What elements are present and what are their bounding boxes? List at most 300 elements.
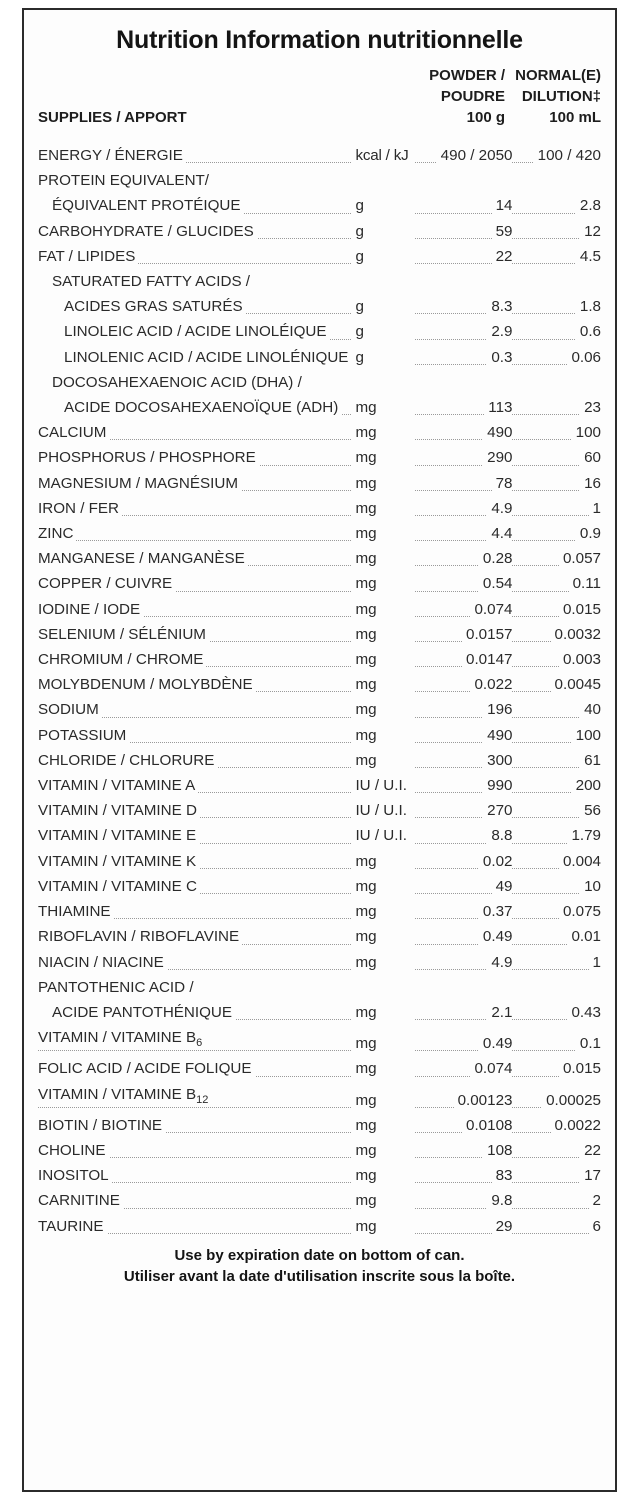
- nutrient-label: THIAMINE: [38, 903, 114, 920]
- value-powder-text: 83: [492, 1167, 513, 1184]
- nutrient-label: PANTOTHENIC ACID /: [38, 979, 197, 996]
- value-normal-dilution: [512, 521, 601, 546]
- value-powder: [415, 950, 512, 975]
- column-header-powder-line3: 100 g: [466, 109, 505, 126]
- nutrient-unit: mg: [355, 751, 377, 769]
- nutrient-unit: g: [355, 247, 364, 265]
- nutrient-name: [38, 395, 351, 420]
- value-powder-text: 490: [483, 424, 512, 441]
- value-powder: [415, 823, 512, 848]
- nutrient-name: [38, 1188, 351, 1213]
- value-normal-text: 100: [572, 424, 601, 441]
- value-normal-text: 2.8: [576, 197, 601, 214]
- value-powder-text: 0.074: [470, 601, 512, 618]
- value-normal-text: 0.9: [576, 525, 601, 542]
- nutrient-name: [38, 420, 351, 445]
- value-normal-dilution: [512, 723, 601, 748]
- footer-line-en: Use by expiration date on bottom of can.: [174, 1246, 465, 1264]
- nutrient-label: SELENIUM / SÉLÉNIUM: [38, 626, 209, 643]
- value-normal-dilution: [512, 647, 601, 672]
- value-normal-dilution: [512, 345, 601, 370]
- table-row: [38, 1082, 601, 1113]
- nutrient-label: CARBOHYDRATE / GLUCIDES: [38, 223, 257, 240]
- nutrient-unit: [351, 370, 415, 395]
- value-powder-text: 0.49: [479, 928, 513, 945]
- dot-leader: [38, 1107, 351, 1108]
- value-normal-text: 56: [580, 802, 601, 819]
- nutrient-label: COPPER / CUIVRE: [38, 575, 175, 592]
- nutrient-unit: g: [355, 348, 364, 366]
- value-powder-text: [508, 273, 512, 290]
- value-normal-dilution: [512, 1214, 601, 1239]
- nutrient-unit: [351, 168, 415, 193]
- nutrient-unit: mg: [355, 726, 377, 744]
- nutrient-unit: mg: [355, 1141, 377, 1159]
- nutrient-label: PROTEIN EQUIVALENT/: [38, 172, 212, 189]
- nutrient-name: [38, 975, 351, 1000]
- footer-line-fr: Utiliser avant la date d'utilisation inscrite sous la boîte.: [123, 1267, 516, 1285]
- nutrient-name: [38, 1113, 351, 1138]
- value-normal-text: 60: [580, 449, 601, 466]
- value-powder: [415, 571, 512, 596]
- table-row: [38, 1113, 601, 1138]
- nutrient-name: [38, 672, 351, 697]
- nutrient-label: ACIDE PANTOTHÉNIQUE: [38, 1004, 235, 1021]
- nutrient-name: [38, 899, 351, 924]
- table-row: [38, 1214, 601, 1239]
- table-row: [38, 1000, 601, 1025]
- table-row: [38, 874, 601, 899]
- value-normal-text: 23: [580, 399, 601, 416]
- page-title: Nutrition Information nutritionnelle: [116, 26, 523, 54]
- value-normal-dilution: [512, 1113, 601, 1138]
- nutrient-label: TAURINE: [38, 1218, 107, 1235]
- nutrient-name: [38, 950, 351, 975]
- value-powder-text: 990: [483, 777, 512, 794]
- value-powder-text: 29: [492, 1218, 513, 1235]
- value-powder: [415, 597, 512, 622]
- table-header: [38, 65, 601, 141]
- nutrient-label: INOSITOL: [38, 1167, 112, 1184]
- nutrient-label: VITAMIN / VITAMINE C: [38, 878, 200, 895]
- value-normal-dilution: [512, 219, 601, 244]
- nutrient-name: [38, 143, 351, 168]
- value-normal-dilution: [512, 445, 601, 470]
- value-normal-dilution: [512, 571, 601, 596]
- value-powder-text: 490 / 2050: [437, 147, 513, 164]
- value-normal-dilution: [512, 697, 601, 722]
- value-powder-text: 78: [492, 475, 513, 492]
- value-powder-text: 4.9: [487, 500, 512, 517]
- value-normal-text: 0.0045: [551, 676, 601, 693]
- nutrient-unit: mg: [355, 1035, 377, 1053]
- value-normal-dilution: [512, 622, 601, 647]
- value-normal-text: 1: [589, 954, 601, 971]
- table-row: [38, 924, 601, 949]
- value-powder-text: 113: [484, 399, 512, 416]
- table-row: [38, 950, 601, 975]
- column-header-powder-line2: POUDRE: [440, 88, 505, 105]
- nutrient-unit: mg: [355, 928, 377, 946]
- nutrient-label: CARNITINE: [38, 1192, 123, 1209]
- value-powder-text: 0.02: [479, 853, 513, 870]
- table-row: [38, 143, 601, 168]
- value-powder: [415, 1113, 512, 1138]
- nutrient-unit: mg: [355, 1192, 377, 1210]
- nutrient-label: ENERGY / ÉNERGIE: [38, 147, 186, 164]
- value-normal-dilution: [512, 597, 601, 622]
- value-powder-text: 0.00123: [454, 1092, 513, 1109]
- value-normal-text: 0.015: [559, 1060, 601, 1077]
- nutrient-label: ACIDE DOCOSAHEXAENOÏQUE (ADH): [38, 399, 341, 416]
- footer-note: [38, 1245, 601, 1287]
- value-powder: [415, 798, 512, 823]
- nutrient-name: [38, 193, 351, 218]
- nutrient-label: IRON / FER: [38, 500, 122, 517]
- value-normal-text: [597, 172, 601, 189]
- table-row: [38, 193, 601, 218]
- table-row: [38, 168, 601, 193]
- value-normal-dilution: [512, 193, 601, 218]
- nutrient-unit: mg: [355, 600, 377, 618]
- nutrient-name: [38, 546, 351, 571]
- nutrient-unit: g: [355, 222, 364, 240]
- nutrient-unit: g: [355, 298, 364, 316]
- nutrient-unit: mg: [355, 1060, 377, 1078]
- value-powder-text: 0.37: [479, 903, 513, 920]
- dot-leader: [512, 515, 601, 516]
- value-normal-dilution: [512, 950, 601, 975]
- nutrient-name: [38, 294, 351, 319]
- nutrient-unit: mg: [355, 575, 377, 593]
- value-powder-text: 108: [483, 1142, 512, 1159]
- nutrient-label: SATURATED FATTY ACIDS /: [38, 273, 253, 290]
- value-normal-text: 0.1: [576, 1035, 601, 1052]
- nutrient-label: PHOSPHORUS / PHOSPHORE: [38, 449, 259, 466]
- value-normal-text: 4.5: [576, 248, 601, 265]
- value-powder: [415, 1163, 512, 1188]
- nutrient-label: ZINC: [38, 525, 76, 542]
- value-normal-text: 0.01: [567, 928, 601, 945]
- value-normal-dilution: [512, 1188, 601, 1213]
- value-normal-text: 12: [580, 223, 601, 240]
- nutrient-unit: mg: [355, 852, 377, 870]
- column-header-powder-line1: POWDER /: [429, 67, 505, 84]
- nutrient-unit: mg: [355, 1091, 377, 1109]
- nutrient-name: [38, 244, 351, 269]
- nutrient-name: [38, 269, 351, 294]
- table-row: [38, 1025, 601, 1056]
- table-row: [38, 723, 601, 748]
- nutrient-name: [38, 849, 351, 874]
- nutrient-name: [38, 1082, 351, 1113]
- value-normal-text: 0.057: [559, 550, 601, 567]
- table-row: [38, 445, 601, 470]
- nutrient-unit: IU / U.I.: [355, 777, 407, 795]
- dot-leader: [38, 1050, 351, 1051]
- nutrient-unit: mg: [355, 625, 377, 643]
- nutrient-label: RIBOFLAVIN / RIBOFLAVINE: [38, 928, 242, 945]
- dot-leader: [512, 969, 601, 970]
- value-powder-text: [508, 979, 512, 996]
- value-normal-dilution: [512, 773, 601, 798]
- value-powder-text: 0.0108: [462, 1117, 512, 1134]
- nutrient-name: [38, 1000, 351, 1025]
- value-normal-text: [597, 374, 601, 391]
- value-normal-text: 200: [572, 777, 601, 794]
- value-normal-dilution: [512, 1000, 601, 1025]
- table-row: [38, 420, 601, 445]
- value-powder-text: 490: [483, 727, 512, 744]
- value-normal-dilution: [512, 1082, 601, 1113]
- value-powder-text: 4.4: [487, 525, 512, 542]
- table-row: [38, 521, 601, 546]
- nutrient-name: [38, 798, 351, 823]
- value-powder: [415, 471, 512, 496]
- nutrient-label: CHLORIDE / CHLORURE: [38, 752, 217, 769]
- value-powder: [415, 521, 512, 546]
- value-normal-text: 0.003: [559, 651, 601, 668]
- value-powder: [415, 370, 512, 395]
- table-row: [38, 622, 601, 647]
- value-powder-text: 8.3: [487, 298, 512, 315]
- value-powder-text: 49: [492, 878, 513, 895]
- table-row: [38, 244, 601, 269]
- value-normal-text: 10: [580, 878, 601, 895]
- nutrient-name: [38, 874, 351, 899]
- nutrient-name: [38, 823, 351, 848]
- value-powder: [415, 445, 512, 470]
- value-powder: [415, 420, 512, 445]
- value-powder: [415, 697, 512, 722]
- nutrient-unit: mg: [355, 953, 377, 971]
- value-powder: [415, 1000, 512, 1025]
- nutrient-name: [38, 370, 351, 395]
- nutrient-label: LINOLENIC ACID / ACIDE LINOLÉNIQUE: [38, 349, 351, 366]
- value-normal-text: 2: [589, 1192, 601, 1209]
- value-powder-text: 14: [492, 197, 513, 214]
- value-powder-text: 0.0157: [462, 626, 512, 643]
- value-normal-dilution: [512, 975, 601, 1000]
- value-powder: [415, 849, 512, 874]
- column-header-normal-line1: NORMAL(E): [515, 67, 601, 84]
- value-powder: [415, 546, 512, 571]
- nutrient-name: [38, 697, 351, 722]
- value-normal-dilution: [512, 319, 601, 344]
- value-normal-dilution: [512, 395, 601, 420]
- value-powder-text: 2.9: [487, 323, 512, 340]
- nutrient-label: NIACIN / NIACINE: [38, 954, 167, 971]
- value-powder-text: [508, 172, 512, 189]
- table-row: [38, 899, 601, 924]
- nutrient-unit: mg: [355, 449, 377, 467]
- table-row: [38, 1163, 601, 1188]
- value-normal-text: 0.015: [559, 601, 601, 618]
- value-normal-text: 1: [589, 500, 601, 517]
- value-normal-text: 0.11: [569, 575, 601, 592]
- nutrient-name: [38, 647, 351, 672]
- value-normal-dilution: [512, 294, 601, 319]
- value-powder-text: 0.0147: [462, 651, 512, 668]
- nutrient-label: ÉQUIVALENT PROTÉIQUE: [38, 197, 243, 214]
- nutrient-unit: mg: [355, 399, 377, 417]
- value-powder-text: 0.49: [479, 1035, 513, 1052]
- nutrient-unit: mg: [355, 1116, 377, 1134]
- value-powder: [415, 1082, 512, 1113]
- value-normal-dilution: [512, 420, 601, 445]
- value-normal-text: 22: [580, 1142, 601, 1159]
- value-powder: [415, 269, 512, 294]
- nutrient-label: VITAMIN / VITAMINE A: [38, 777, 198, 794]
- nutrient-name: [38, 622, 351, 647]
- value-normal-dilution: [512, 924, 601, 949]
- nutrient-name: [38, 1163, 351, 1188]
- value-normal-dilution: [512, 471, 601, 496]
- value-powder: [415, 244, 512, 269]
- value-powder: [415, 294, 512, 319]
- nutrient-unit: mg: [355, 651, 377, 669]
- value-powder: [415, 1025, 512, 1056]
- value-powder-text: 22: [492, 248, 513, 265]
- table-row: [38, 597, 601, 622]
- table-row: [38, 319, 601, 344]
- value-normal-text: 0.0022: [551, 1117, 601, 1134]
- value-normal-dilution: [512, 244, 601, 269]
- nutrient-unit: mg: [355, 676, 377, 694]
- value-powder-text: 196: [483, 701, 512, 718]
- value-powder-text: 4.9: [487, 954, 512, 971]
- nutrient-unit: mg: [355, 903, 377, 921]
- nutrient-label: VITAMIN / VITAMINE E: [38, 827, 199, 844]
- nutrient-name: [38, 1056, 351, 1081]
- value-powder: [415, 924, 512, 949]
- nutrient-unit: mg: [355, 474, 377, 492]
- value-normal-dilution: [512, 748, 601, 773]
- value-normal-dilution: [512, 1056, 601, 1081]
- table-row: [38, 647, 601, 672]
- dot-leader: [512, 1208, 601, 1209]
- column-header-normal-dilution: [505, 65, 601, 128]
- value-normal-dilution: [512, 546, 601, 571]
- value-normal-text: 0.06: [567, 349, 601, 366]
- value-normal-dilution: [512, 496, 601, 521]
- nutrient-label: MOLYBDENUM / MOLYBDÈNE: [38, 676, 256, 693]
- value-powder: [415, 647, 512, 672]
- nutrient-label: FAT / LIPIDES: [38, 248, 138, 265]
- value-normal-dilution: [512, 168, 601, 193]
- table-row: [38, 975, 601, 1000]
- table-row: [38, 496, 601, 521]
- value-powder: [415, 1056, 512, 1081]
- table-row: [38, 370, 601, 395]
- value-powder: [415, 345, 512, 370]
- nutrient-label: DOCOSAHEXAENOIC ACID (DHA) /: [38, 374, 305, 391]
- table-row: [38, 1138, 601, 1163]
- nutrient-name: [38, 1214, 351, 1239]
- nutrient-name: [38, 219, 351, 244]
- nutrient-name: [38, 571, 351, 596]
- value-powder-text: 2.1: [487, 1004, 512, 1021]
- nutrient-label: CALCIUM: [38, 424, 109, 441]
- nutrient-unit: mg: [355, 499, 377, 517]
- nutrient-name: [38, 168, 351, 193]
- value-normal-dilution: [512, 1163, 601, 1188]
- value-powder: [415, 168, 512, 193]
- nutrient-unit: mg: [355, 550, 377, 568]
- nutrient-unit: [351, 975, 415, 1000]
- nutrient-name: [38, 1138, 351, 1163]
- nutrition-panel: [22, 8, 617, 1492]
- table-row: [38, 773, 601, 798]
- nutrient-label: IODINE / IODE: [38, 601, 143, 618]
- nutrient-unit: mg: [355, 1167, 377, 1185]
- table-row: [38, 571, 601, 596]
- value-powder: [415, 773, 512, 798]
- value-powder: [415, 1188, 512, 1213]
- value-normal-text: 0.00025: [542, 1092, 601, 1109]
- table-row: [38, 294, 601, 319]
- value-normal-text: 100: [572, 727, 601, 744]
- value-normal-text: 1.79: [567, 827, 601, 844]
- table-row: [38, 219, 601, 244]
- value-powder: [415, 395, 512, 420]
- nutrient-unit: IU / U.I.: [355, 827, 407, 845]
- table-row: [38, 697, 601, 722]
- value-powder: [415, 1138, 512, 1163]
- value-powder-text: 0.022: [470, 676, 512, 693]
- nutrient-label: CHOLINE: [38, 1142, 109, 1159]
- value-normal-dilution: [512, 899, 601, 924]
- value-normal-text: 0.0032: [551, 626, 601, 643]
- value-powder: [415, 874, 512, 899]
- value-normal-text: [597, 273, 601, 290]
- nutrient-label: ACIDES GRAS SATURÉS: [38, 298, 246, 315]
- value-powder-text: 0.28: [479, 550, 513, 567]
- value-normal-text: 17: [580, 1167, 601, 1184]
- nutrient-label: BIOTIN / BIOTINE: [38, 1117, 165, 1134]
- column-header-supplies: SUPPLIES / APPORT: [38, 109, 187, 126]
- dot-leader: [512, 1233, 601, 1234]
- column-header-powder: [375, 65, 505, 128]
- nutrient-unit: [351, 269, 415, 294]
- value-normal-text: 6: [589, 1218, 601, 1235]
- table-row: [38, 849, 601, 874]
- value-powder-text: 0.3: [487, 349, 512, 366]
- value-powder: [415, 496, 512, 521]
- table-row: [38, 823, 601, 848]
- value-powder: [415, 672, 512, 697]
- value-powder-text: [508, 374, 512, 391]
- nutrient-label: CHROMIUM / CHROME: [38, 651, 206, 668]
- value-normal-text: 100 / 420: [534, 147, 601, 164]
- nutrient-name: [38, 521, 351, 546]
- value-normal-dilution: [512, 143, 601, 168]
- nutrition-table: [38, 143, 601, 1239]
- value-powder-text: 59: [492, 223, 513, 240]
- value-normal-text: 0.6: [576, 323, 601, 340]
- nutrient-unit: mg: [355, 424, 377, 442]
- value-powder: [415, 319, 512, 344]
- nutrient-unit: g: [355, 197, 364, 215]
- value-powder: [415, 219, 512, 244]
- value-normal-dilution: [512, 1025, 601, 1056]
- value-normal-dilution: [512, 849, 601, 874]
- nutrient-unit: mg: [355, 1217, 377, 1235]
- nutrient-unit: kcal / kJ: [355, 147, 409, 164]
- value-powder: [415, 1214, 512, 1239]
- table-row: [38, 798, 601, 823]
- nutrient-name: [38, 445, 351, 470]
